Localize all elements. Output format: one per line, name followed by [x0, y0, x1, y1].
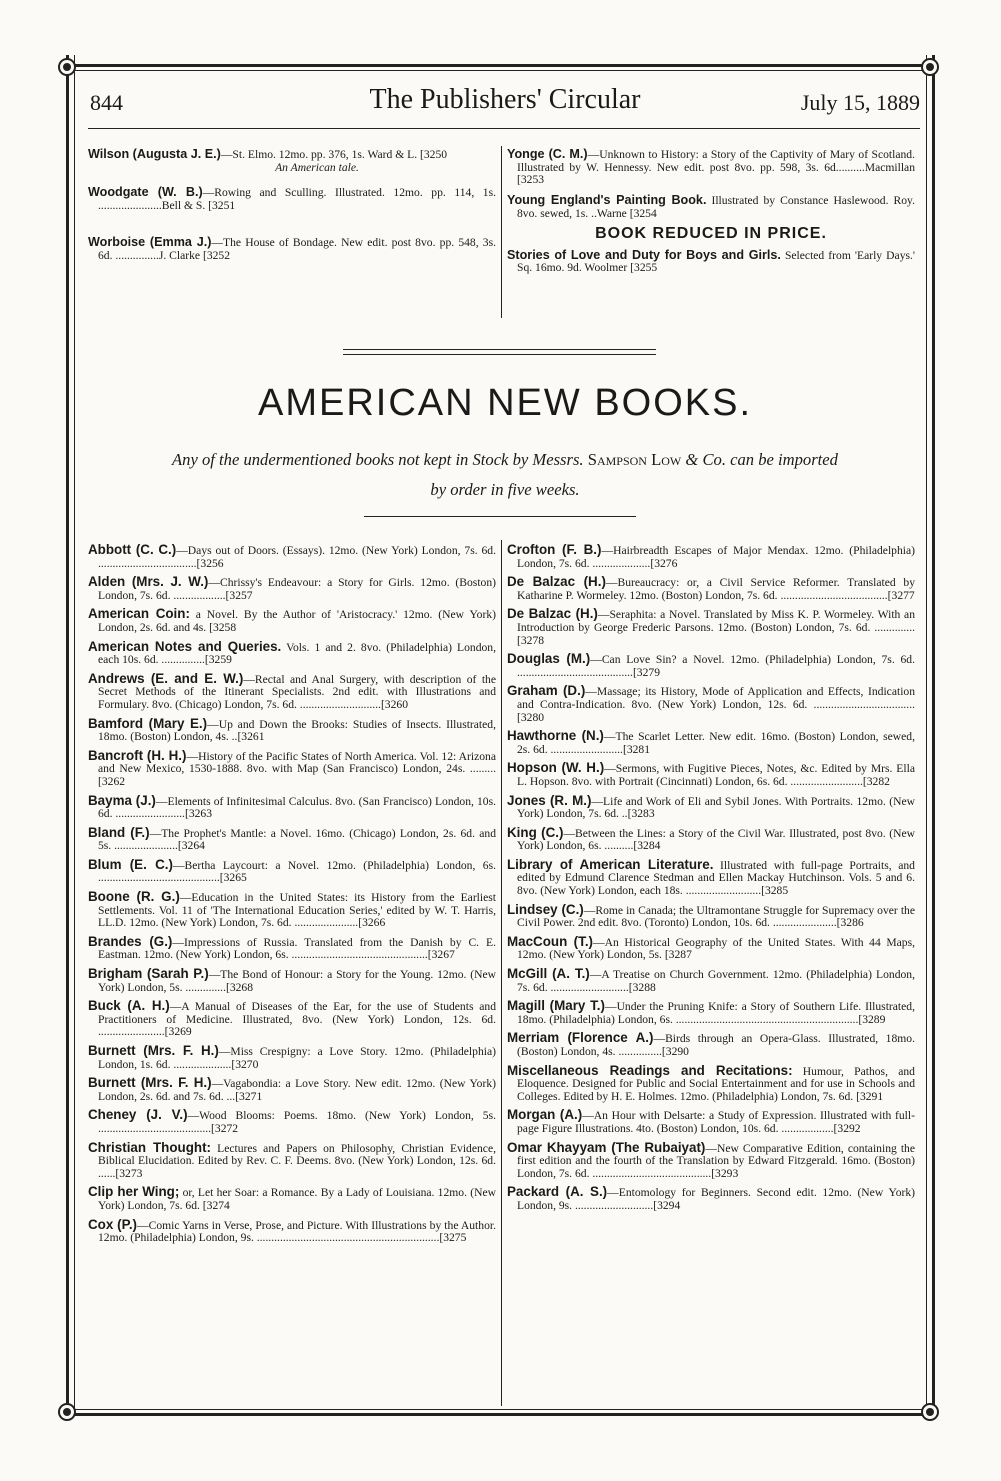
- book-details: —Rome in Canada; the Ultramontane Struggle for Supremacy over the Civil Power. 2nd edit. 8vo. (Toronto) London, 10s. 6d. ......................[3286: [517, 903, 915, 930]
- book-details: —Between the Lines: a Story of the Civil War. Illustrated, post 8vo. (New York) London, 6s. ..........[3284: [517, 826, 915, 853]
- book-entry: [88, 968, 496, 994]
- book-author: Miscellaneous Readings and Recitations:: [507, 1062, 793, 1078]
- book-entry: [507, 608, 915, 647]
- book-details: Humour, Pathos, and Eloquence. Designed for Public and Social Entertainment and for use in Schools and Colleges. Edited by H. E. Holmes. 12mo. (Philadelphia) London, 7s. 6d. [3291: [517, 1064, 915, 1103]
- book-author: Bamford (Mary E.): [88, 715, 208, 731]
- book-author: De Balzac (H.): [507, 606, 598, 622]
- book-details: —Birds through an Opera-Glass. Illustrated, 18mo. (Boston) London, 4s. ...............[3290: [517, 1032, 915, 1058]
- book-author: American Notes and Queries.: [88, 638, 282, 654]
- book-entry: [507, 824, 915, 853]
- book-details: —Vagabondia: a Love Story. New edit. 12mo. (New York) London, 2s. 6d. and 7s. 6d. ...[3271: [98, 1077, 496, 1103]
- book-details: —Wood Blooms: Poems. 18mo. (New York) London, 5s. .......................................[3272: [98, 1109, 496, 1135]
- book-author: American Coin:: [88, 606, 190, 622]
- section-title: AMERICAN NEW BOOKS.: [257, 382, 753, 424]
- book-entry: [507, 576, 915, 602]
- book-author: Jones (R. M.): [507, 792, 592, 808]
- book-author: Alden (Mrs. J. W.): [88, 574, 209, 590]
- book-entry: [88, 1000, 496, 1039]
- book-details: —Can Love Sin? a Novel. 12mo. (Philadelphia) London, 7s. 6d. ........................................[3279: [517, 653, 915, 679]
- book-author: Andrews (E. and E. W.): [88, 670, 244, 686]
- top-left-listing: [88, 148, 496, 270]
- book-entry: [88, 576, 496, 602]
- book-author: Boone (R. G.): [88, 889, 180, 905]
- list-item: Wilson (Augusta J. E.)—St. Elmo. 12mo. pp. 376, 1s. Ward & L. [3250 An American tale.: [88, 147, 448, 174]
- column-divider: [501, 540, 502, 1406]
- corner-ornament-icon: [58, 1403, 76, 1421]
- book-entry: [507, 1032, 915, 1058]
- book-details: —Life and Work of Eli and Sybil Jones. With Portraits. 12mo. (New York) London, 7s. 6d. ..[3283: [517, 794, 916, 821]
- book-entry: [88, 824, 496, 853]
- page-number: 844: [90, 90, 123, 115]
- book-author: Blum (E. C.): [88, 856, 173, 872]
- book-entry: [507, 1000, 915, 1026]
- book-entry: [507, 685, 915, 724]
- book-details: Lectures and Papers on Philosophy, Christian Evidence, Biblical Elucidation. Edited by Rev. C. F. Deems. 8vo. (New York) London, 12s. 6d. ......[3273: [98, 1141, 496, 1180]
- book-entry: [88, 670, 496, 712]
- book-author: Cheney (J. V.): [88, 1107, 188, 1123]
- book-details: —Hairbreadth Escapes of Major Mendax. 12mo. (Philadelphia) London, 7s. 6d. ....................[3276: [517, 544, 915, 570]
- book-details: —Chrissy's Endeavour: a Story for Girls. 12mo. (Boston) London, 7s. 6d. ..................[3257: [98, 576, 496, 602]
- corner-ornament-icon: [921, 58, 939, 76]
- book-author: Hawthorne (N.): [507, 728, 604, 744]
- book-author: Abbott (C. C.): [88, 542, 177, 557]
- right-border: [926, 55, 935, 1415]
- book-author: Clip her Wing;: [88, 1184, 180, 1200]
- book-details: a Novel. By the Author of 'Aristocracy.' 12mo. (New York) London, 2s. 6d. and 4s. [3258: [98, 608, 496, 634]
- book-entry: [507, 1062, 915, 1104]
- book-details: —Comic Yarns in Verse, Prose, and Picture. With Illustrations by the Author. 12mo. (Philadelphia) London, 9s. ...............................................................[3275: [98, 1218, 496, 1245]
- section-subtitle: Any of the undermentioned books not kept in Stock by Messrs. Sampson Low & Co. can be imported by order in five weeks.: [172, 450, 838, 499]
- corner-ornament-icon: [921, 1403, 939, 1421]
- column-divider: [501, 146, 502, 318]
- book-author: Bayma (J.): [88, 792, 156, 808]
- book-entry: [507, 544, 915, 570]
- header-rule: [88, 128, 920, 129]
- book-details: —Sermons, with Fugitive Pieces, Notes, &c. Edited by Mrs. Ella L. Hopson. 8vo. with Portrait (Cincinnati) London, 6s. 6d. .........................[3282: [517, 762, 915, 788]
- list-item: Young England's Painting Book. Illustrated by Constance Haslewood. Roy. 8vo. sewed, 1s. ..Warne [3254: [507, 193, 915, 220]
- book-entry: [88, 1045, 496, 1071]
- book-details: —An Historical Geography of the United States. With 44 Maps, 12mo. (New York) London, 5s. [3287: [517, 935, 915, 962]
- book-details: —Massage; its History, Mode of Application and Effects, Indication and Contra-Indication. 8vo. (New York) London, 12s. 6d. ...................................[3280: [517, 685, 916, 724]
- book-details: —Impressions of Russia. Translated from the Danish by C. E. Eastman. 12mo. (New York) London, 6s. ...............................................[3267: [98, 935, 496, 962]
- book-author: De Balzac (H.): [507, 574, 606, 590]
- bottom-border-rule: [66, 1409, 935, 1416]
- book-details: —Miss Crespigny: a Love Story. 12mo. (Philadelphia) London, 1s. 6d. ....................[3270: [98, 1045, 496, 1071]
- book-author: Bland (F.): [88, 824, 150, 840]
- book-author: Douglas (M.): [507, 651, 591, 667]
- section-divider: [343, 349, 656, 355]
- book-author: Lindsey (C.): [507, 901, 584, 917]
- book-details: or, Let her Soar: a Romance. By a Lady of Louisiana. 12mo. (New York) London, 7s. 6d. [3274: [98, 1186, 496, 1212]
- book-author: Brandes (G.): [88, 933, 173, 949]
- list-item: Worboise (Emma J.)—The House of Bondage. New edit. post 8vo. pp. 548, 3s. 6d. ...............J. Clarke [3252: [88, 235, 496, 262]
- subtitle-rule: [364, 516, 636, 517]
- book-entry: [88, 544, 496, 570]
- book-author: Magill (Mary T.): [507, 998, 605, 1014]
- american-books-left-column: [88, 544, 496, 1251]
- book-entry: [88, 856, 496, 885]
- running-header: [90, 80, 920, 120]
- book-details: —Up and Down the Brooks: Studies of Insects. Illustrated, 18mo. (Boston) London, 4s. ..[3261: [98, 717, 496, 744]
- left-border: [66, 55, 75, 1415]
- book-author: Buck (A. H.): [88, 998, 170, 1014]
- book-details: —An Hour with Delsarte: a Study of Expression. Illustrated with full-page Figure Illustrations. 4to. (Boston) London, 10s. 6d. ..................[3292: [517, 1109, 915, 1135]
- book-entry: [507, 856, 915, 898]
- book-details: Illustrated with full-page Portraits, and edited by Edmund Clarence Stedman and Ellen Mackay Hutchinson. Vols. 5 and 6. 8vo. (New York) London, each 18s. ..........................[3285: [517, 858, 915, 898]
- book-details: —The Scarlet Letter. New edit. 16mo. (Boston) London, sewed, 2s. 6d. .........................[3281: [517, 730, 916, 756]
- book-author: Hopson (W. H.): [507, 760, 605, 776]
- book-author: Graham (D.): [507, 683, 586, 699]
- book-author: Crofton (F. B.): [507, 542, 602, 557]
- book-author: King (C.): [507, 824, 564, 840]
- top-right-listing: [507, 148, 915, 282]
- book-entry: [507, 762, 915, 788]
- book-entry: [507, 1186, 915, 1212]
- book-author: Brigham (Sarah P.): [88, 966, 209, 982]
- book-author: Burnett (Mrs. F. H.): [88, 1043, 219, 1058]
- book-author: Morgan (A.): [507, 1107, 583, 1123]
- book-author: Packard (A. S.): [507, 1184, 608, 1200]
- book-entry: [507, 968, 915, 994]
- book-entry: [507, 901, 915, 930]
- book-entry: [88, 638, 496, 667]
- book-entry: [88, 1186, 496, 1212]
- book-entry: [507, 1139, 915, 1181]
- book-details: —Days out of Doors. (Essays). 12mo. (New York) London, 7s. 6d. ..................................[3256: [98, 544, 496, 570]
- book-entry: [88, 933, 496, 962]
- book-author: Omar Khayyam (The Rubaiyat): [507, 1139, 706, 1155]
- book-details: —Under the Pruning Knife: a Story of Southern Life. Illustrated, 18mo. (Philadelphia) London, 6s. ...............................................................[3289: [517, 1000, 915, 1026]
- book-author: MacCoun (T.): [507, 933, 593, 949]
- book-entry: [88, 1109, 496, 1135]
- book-entry: [88, 792, 496, 821]
- book-details: —The Bond of Honour: a Story for the Young. 12mo. (New York) London, 5s. ..............[3268: [98, 968, 496, 994]
- book-entry: [88, 1139, 496, 1181]
- book-details: —Rectal and Anal Surgery, with description of the Secret Methods of the Itinerant Specialists. 2nd edit. with Illustrations and Formulary. 8vo. (Chicago) London, 7s. 6d. ............................[3260: [98, 672, 496, 711]
- american-books-right-column: [507, 544, 915, 1219]
- book-entry: [507, 653, 915, 679]
- book-entry: [88, 1077, 496, 1103]
- list-item: Yonge (C. M.)—Unknown to History: a Story of the Captivity of Mary of Scotland. Illustrated by W. Hennessy. New edit. post 8vo. pp. 598, 3s. 6d..........Macmillan [3253: [507, 147, 915, 187]
- top-border-rule: [66, 64, 935, 71]
- book-author: Bancroft (H. H.): [88, 747, 187, 763]
- book-author: Burnett (Mrs. F. H.): [88, 1075, 212, 1091]
- book-entry: [88, 715, 496, 744]
- book-author: Christian Thought:: [88, 1139, 211, 1155]
- book-details: —A Manual of Diseases of the Ear, for the use of Students and Practitioners of Medicine. Illustrated, 8vo. (New York) London, 12s. 6d. .......................[3269: [98, 1000, 496, 1039]
- book-author: McGill (A. T.): [507, 966, 590, 982]
- book-details: —New Comparative Edition, containing the first edition and the fourth of the Translation by Edward Fitzgerald. 16mo. (Boston) London, 7s. 6d. .........................................[3293: [517, 1141, 915, 1180]
- book-entry: [507, 792, 916, 821]
- book-details: Vols. 1 and 2. 8vo. (Philadelphia) London, each 10s. 6d. ...............[3259: [98, 640, 496, 667]
- book-author: Merriam (Florence A.): [507, 1030, 654, 1046]
- page-title: The Publishers' Circular: [369, 84, 641, 115]
- book-details: —History of the Pacific States of North America. Vol. 12: Arizona and New Mexico, 1530-1888. 8vo. with Map (San Francisco) London, 24s. .........[3262: [98, 749, 496, 788]
- book-author: Library of American Literature.: [507, 856, 714, 872]
- book-details: —Seraphita: a Novel. Translated by Miss K. P. Wormeley. With an Introduction by George Frederic Parsons. 12mo. (Boston) London, 7s. 6d. ..............[3278: [517, 608, 915, 647]
- list-item: Stories of Love and Duty for Boys and Girls. Selected from 'Early Days.' Sq. 16mo. 9d. Woolmer [3255: [507, 247, 915, 275]
- book-details: —Elements of Infinitesimal Calculus. 8vo. (San Francisco) London, 10s. 6d. ........................[3263: [98, 794, 496, 821]
- book-entry: [88, 891, 496, 930]
- book-reduced-heading: BOOK REDUCED IN PRICE.: [595, 224, 827, 242]
- corner-ornament-icon: [58, 58, 76, 76]
- book-details: —Bertha Laycourt: a Novel. 12mo. (Philadelphia) London, 6s. ..........................................[3265: [98, 858, 496, 885]
- book-entry: [507, 730, 915, 756]
- book-author: Cox (P.): [88, 1216, 138, 1232]
- book-entry: [507, 1109, 915, 1135]
- issue-date: July 15, 1889: [800, 90, 920, 115]
- book-details: —A Treatise on Church Government. 12mo. (Philadelphia) London, 7s. 6d. ...........................[3288: [517, 968, 916, 994]
- book-entry: [507, 933, 915, 962]
- book-entry: [88, 608, 496, 634]
- book-details: —Education in the United States: its History from the Earliest Settlements. Vol. 11 of 'The International Education Series,' edited by W. T. Harris, LL.D. 12mo. (New York) London, 7s. 6d. ......................[3266: [98, 891, 496, 930]
- book-details: —The Prophet's Mantle: a Novel. 16mo. (Chicago) London, 2s. 6d. and 5s. ......................[3264: [98, 826, 496, 853]
- book-entry: [88, 747, 496, 789]
- book-details: —Entomology for Beginners. Second edit. 12mo. (New York) London, 9s. ...........................[3294: [517, 1186, 916, 1212]
- book-details: —Bureaucracy: or, a Civil Service Reformer. Translated by Katharine P. Wormeley. 12mo. (Boston) London, 7s. 6d. .....................................[3277: [517, 576, 915, 602]
- list-item: Woodgate (W. B.)—Rowing and Sculling. Illustrated. 12mo. pp. 114, 1s. ......................Bell & S. [3251: [88, 185, 496, 212]
- book-entry: [88, 1216, 496, 1245]
